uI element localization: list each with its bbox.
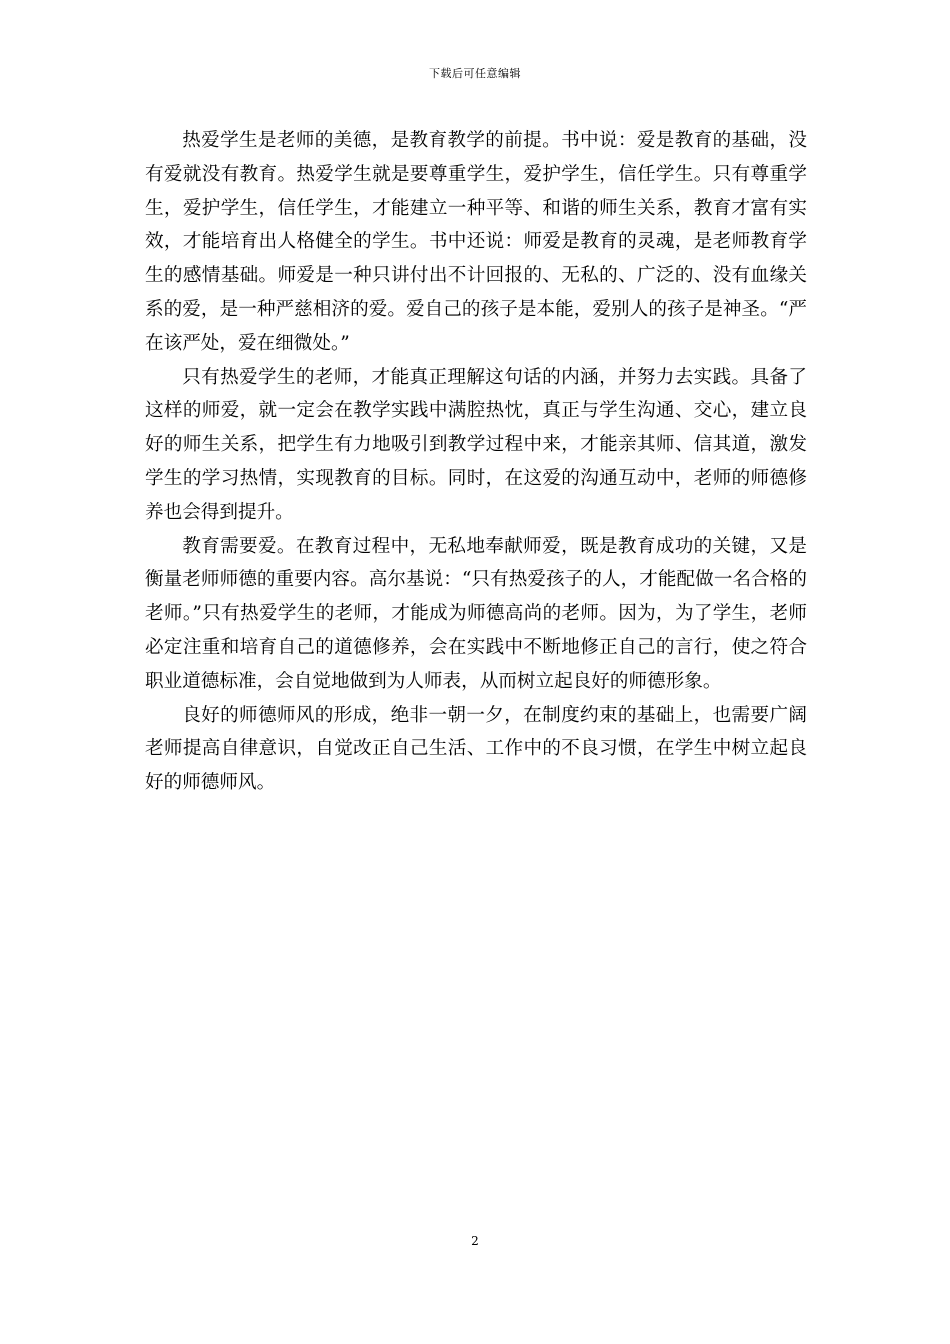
paragraph-2: 只有热爱学生的老师，才能真正理解这句话的内涵，并努力去实践。具备了这样的师爱，就一定会在教学实践中满腔热忱，真正与学生沟通、交心，建立良好的师生关系，把学生有力地吸引到教学过程中来，才能亲其师、信其道，激发学生的学习热情，实现教育的目标。同时，在这爱的沟通互动中，老师的师德修养也会得到提升。	[145, 366, 807, 523]
page-header: 下载后可任意编辑	[429, 67, 521, 80]
paragraph-3: 教育需要爱。在教育过程中，无私地奉献师爱，既是教育成功的关键，又是衡量老师师德的重要内容。高尔基说：“只有热爱孩子的人，才能配做一名合格的老师。”只有热爱学生的老师，才能成为师德高尚的老师。因为，为了学生，老师必定注重和培育自己的道德修养，会在实践中不断地修正自己的言行，使之符合职业道德标准，会自觉地做到为人师表，从而树立起良好的师德形象。	[145, 535, 807, 692]
document-body	[145, 124, 807, 800]
paragraph-1: 热爱学生是老师的美德，是教育教学的前提。书中说：爱是教育的基础，没有爱就没有教育。热爱学生就是要尊重学生，爱护学生，信任学生。只有尊重学生，爱护学生，信任学生，才能建立一种平等、和谐的师生关系，教育才富有实效，才能培育出人格健全的学生。书中还说：师爱是教育的灵魂，是老师教育学生的感情基础。师爱是一种只讲付出不计回报的、无私的、广泛的、没有血缘关系的爱，是一种严慈相济的爱。爱自己的孩子是本能，爱别人的孩子是神圣。“严在该严处，爱在细微处。”	[145, 130, 807, 354]
paragraph-4: 良好的师德师风的形成，绝非一朝一夕，在制度约束的基础上，也需要广阔老师提高自律意识，自觉改正自己生活、工作中的不良习惯，在学生中树立起良好的师德师风。	[145, 704, 807, 794]
page-number: 2	[471, 1234, 479, 1248]
